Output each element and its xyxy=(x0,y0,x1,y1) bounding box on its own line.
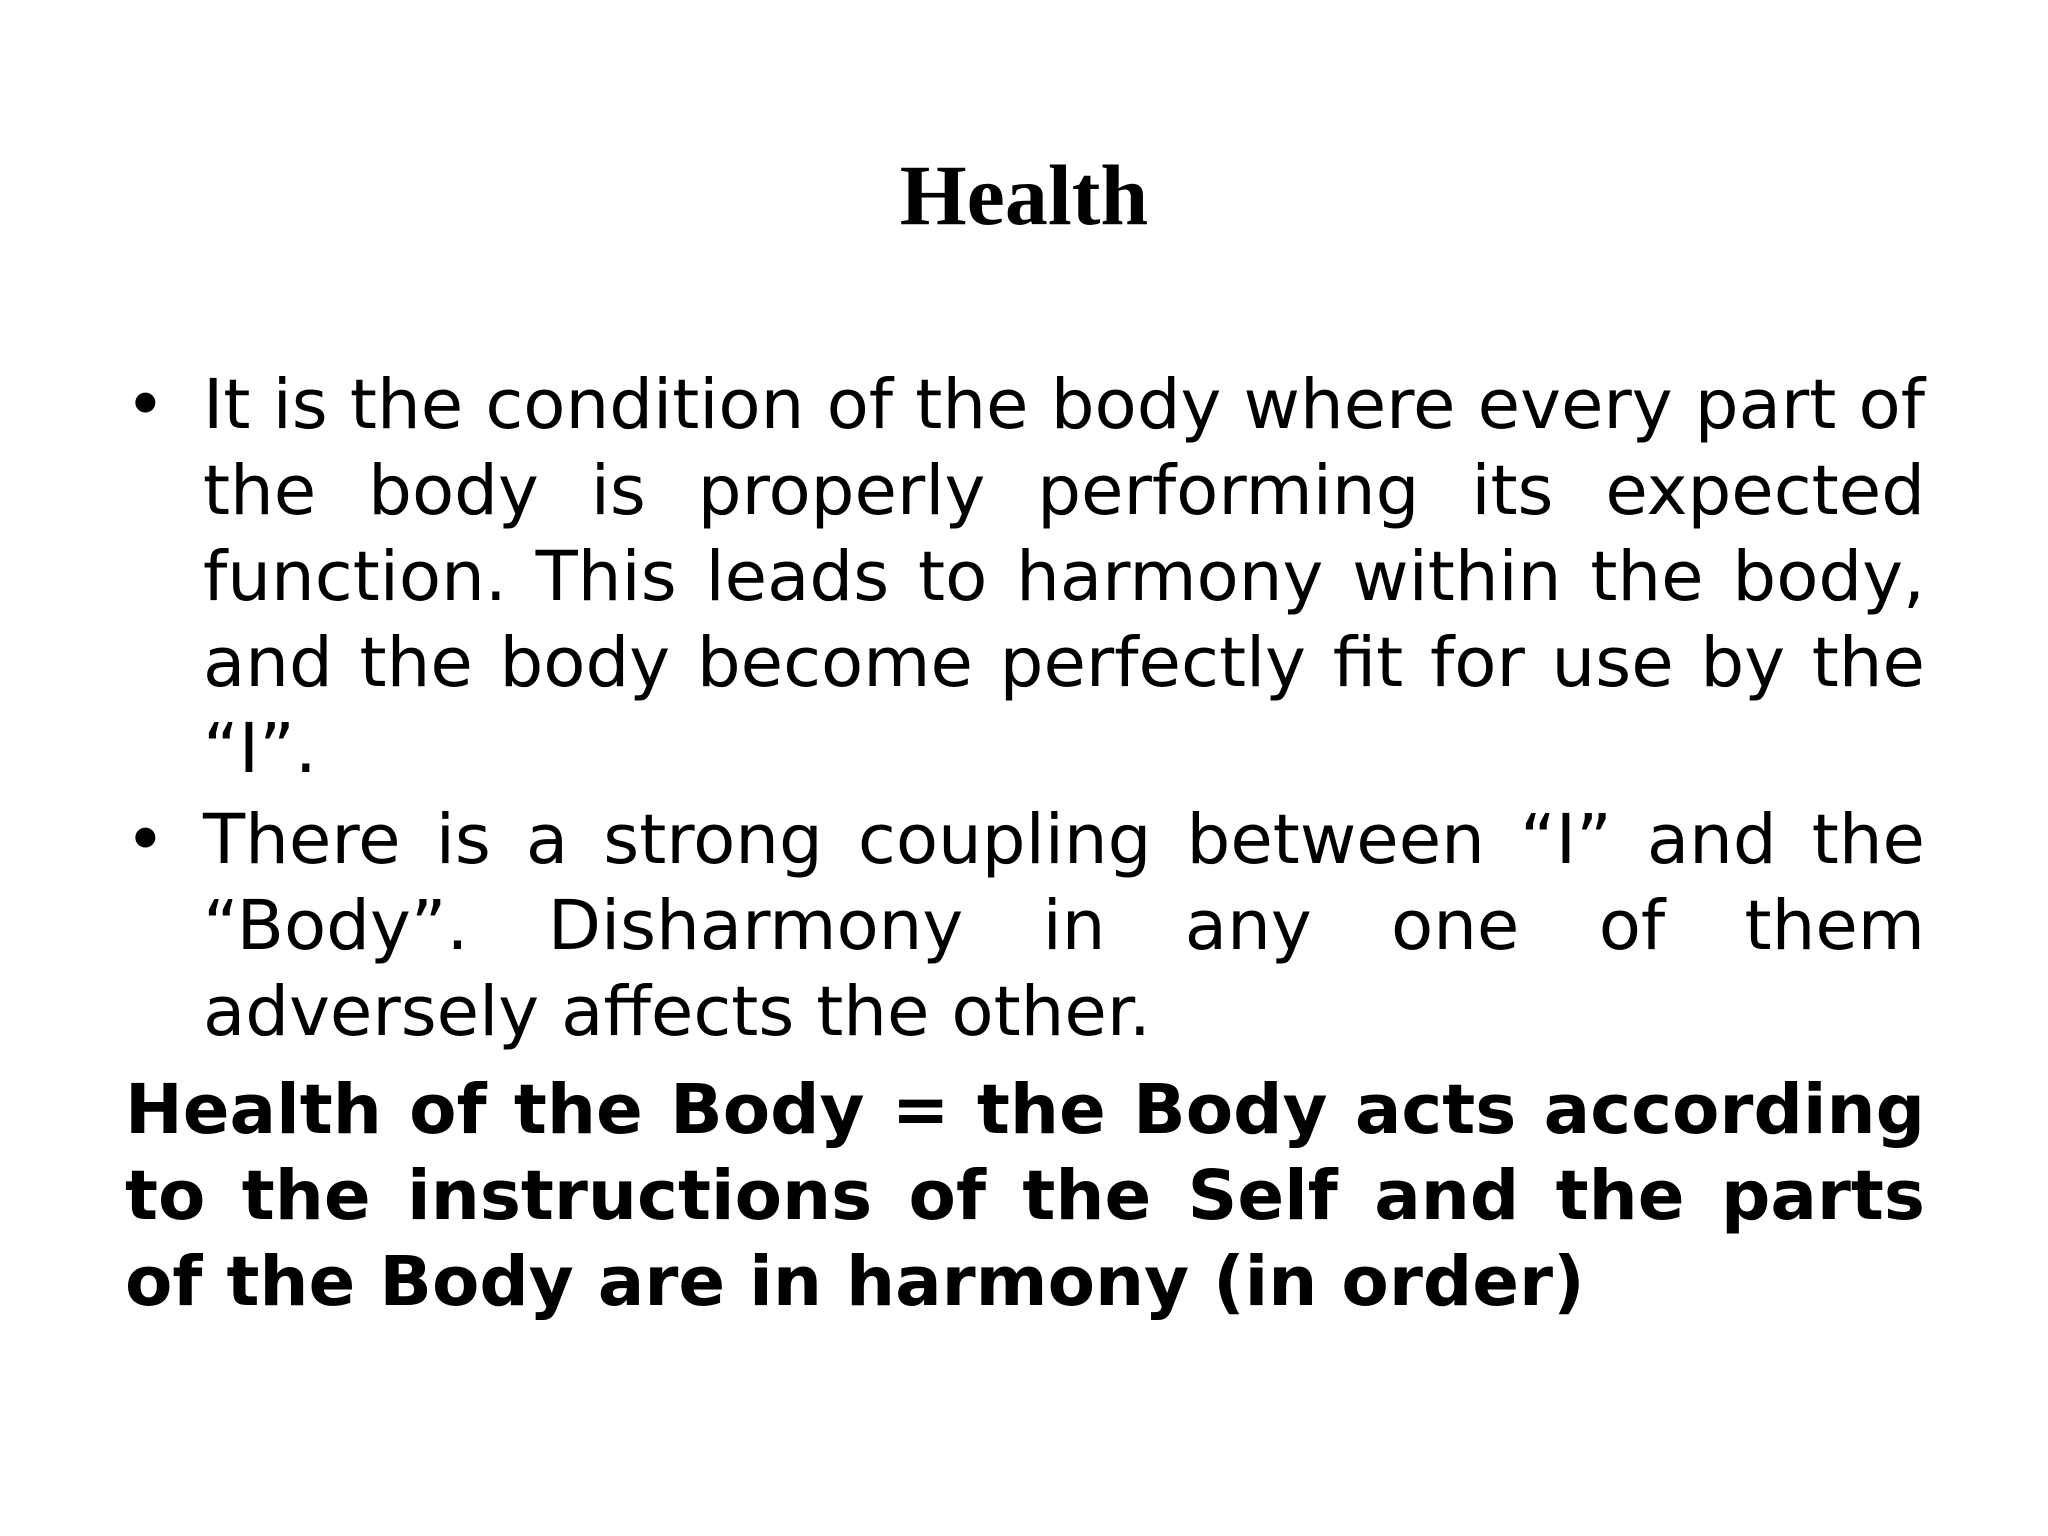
bullet-item-coupling xyxy=(125,797,1925,1055)
slide-title: Health xyxy=(899,147,1149,243)
bullet-icon: • xyxy=(125,365,166,445)
bullet-icon: • xyxy=(125,800,166,880)
slide-content xyxy=(125,362,1925,1325)
health-definition-statement: Health of the Body = the Body acts according to the instructions of the Self and the parts of the Body are in harmony (in order) xyxy=(125,1070,1925,1322)
bullet-list xyxy=(125,362,1925,1055)
bullet-text: It is the condition of the body where every part of the body is properly performing its expected function. This leads to harmony within the body, and the body become perfectly fit for use by the “I”. xyxy=(203,365,1925,789)
bullet-text: There is a strong coupling between “I” and the “Body”. Disharmony in any one of them adversely affects the other. xyxy=(203,800,1925,1052)
bullet-item-definition xyxy=(125,362,1925,792)
